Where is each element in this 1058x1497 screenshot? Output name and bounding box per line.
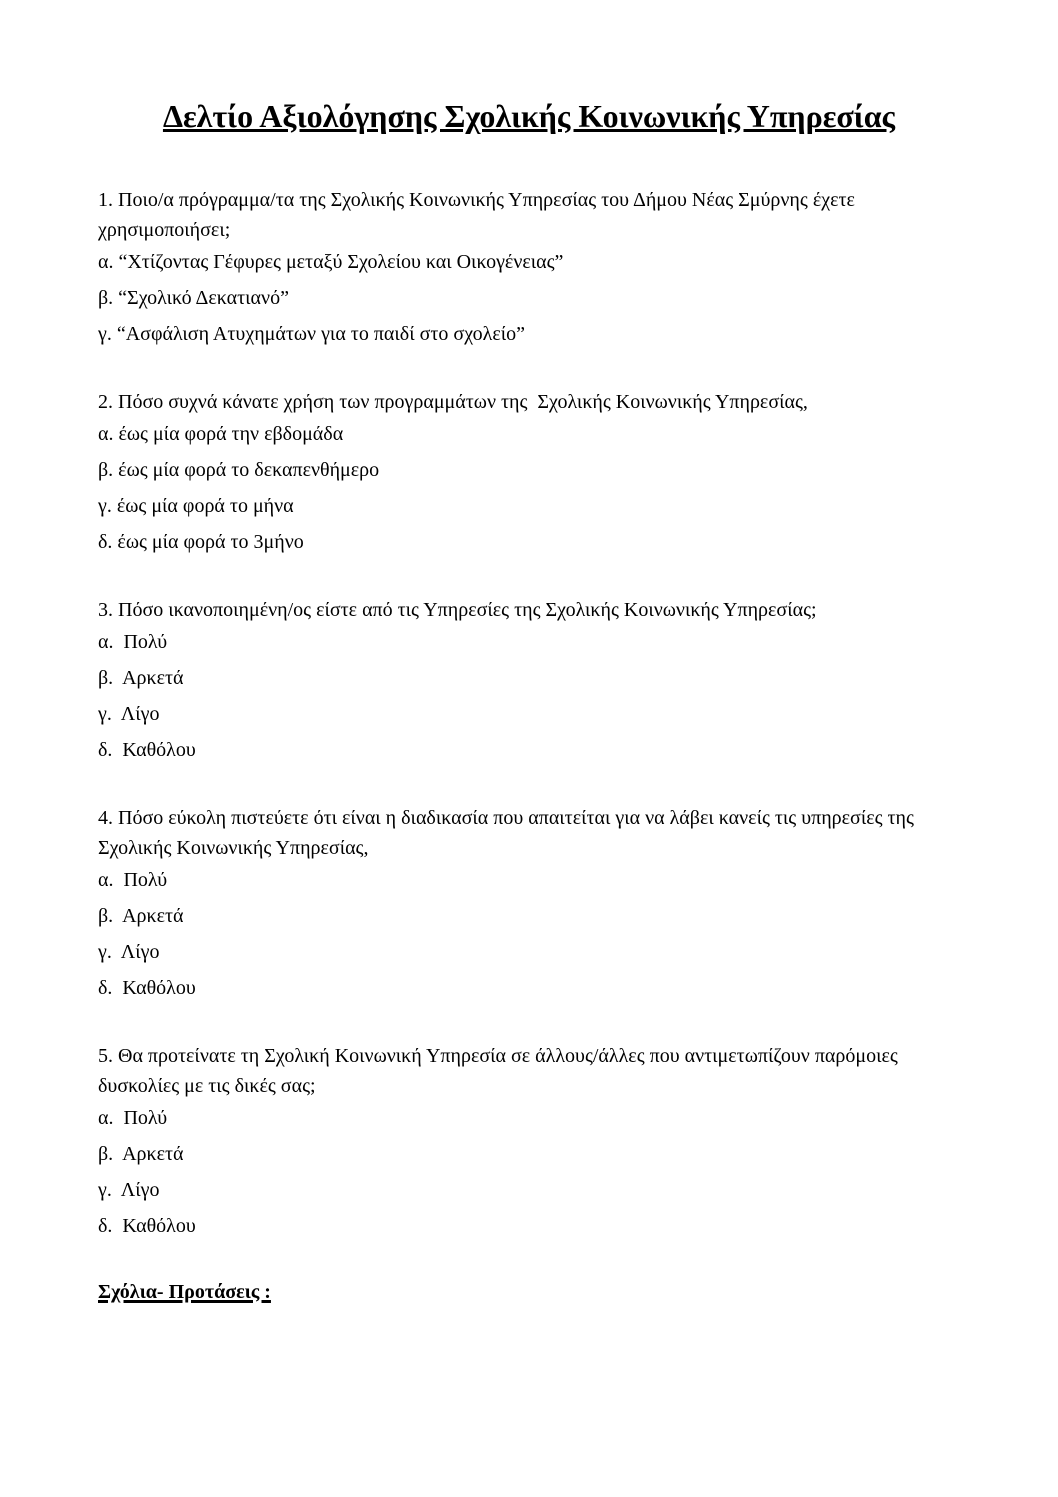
question-option: γ. Λίγο <box>98 1179 160 1201</box>
question-option: δ. Καθόλου <box>98 1215 196 1237</box>
question-option: β. Αρκετά <box>98 905 184 927</box>
question-option: β. έως μία φορά το δεκαπενθήμερο <box>98 459 380 481</box>
question-option: α. Πολύ <box>98 869 168 891</box>
question-block <box>98 185 960 349</box>
question-option: β. Αρκετά <box>98 667 184 689</box>
question-option: β. “Σχολικό Δεκατιανό” <box>98 287 289 309</box>
question-option: α. “Χτίζοντας Γέφυρες μεταξύ Σχολείου και Οικογένειας” <box>98 251 564 273</box>
question-option: δ. Καθόλου <box>98 739 196 761</box>
question-option: δ. έως μία φορά το 3μήνο <box>98 531 304 553</box>
question-text: 5. Θα προτείνατε τη Σχολική Κοινωνική Υπηρεσία σε άλλους/άλλες που αντιμετωπίζουν παρόμοιες δυσκολίες με τις δικές σας; <box>98 1045 903 1097</box>
question-text: 1. Ποιο/α πρόγραμμα/τα της Σχολικής Κοινωνικής Υπηρεσίας του Δήμου Νέας Σμύρνης έχετε χρησιμοποιήσει; <box>98 189 860 241</box>
questions-section <box>98 185 960 1241</box>
question-option: γ. Λίγο <box>98 941 160 963</box>
question-option: α. Πολύ <box>98 631 168 653</box>
document-title: Δελτίο Αξιολόγησης Σχολικής Κοινωνικής Υπηρεσίας <box>162 98 896 134</box>
question-option: γ. Λίγο <box>98 703 160 725</box>
question-text: 3. Πόσο ικανοποιημένη/ος είστε από τις Υπηρεσίες της Σχολικής Κοινωνικής Υπηρεσίας; <box>98 599 817 621</box>
question-option: α. έως μία φορά την εβδομάδα <box>98 423 344 445</box>
question-option: α. Πολύ <box>98 1107 168 1129</box>
question-option: γ. έως μία φορά το μήνα <box>98 495 294 517</box>
question-option: δ. Καθόλου <box>98 977 196 999</box>
question-block <box>98 387 960 557</box>
question-option: γ. “Ασφάλιση Ατυχημάτων για το παιδί στο σχολείο” <box>98 323 525 345</box>
question-text: 2. Πόσο συχνά κάνατε χρήση των προγραμμάτων της Σχολικής Κοινωνικής Υπηρεσίας, <box>98 391 808 413</box>
question-text: 4. Πόσο εύκολη πιστεύετε ότι είναι η διαδικασία που απαιτείται για να λάβει κανείς τις υπηρεσίες της Σχολικής Κοινωνικής Υπηρεσίας, <box>98 807 919 859</box>
question-block <box>98 803 960 1003</box>
question-block <box>98 1041 960 1241</box>
question-block <box>98 595 960 765</box>
question-option: β. Αρκετά <box>98 1143 184 1165</box>
comments-heading: Σχόλια- Προτάσεις : <box>98 1281 271 1303</box>
